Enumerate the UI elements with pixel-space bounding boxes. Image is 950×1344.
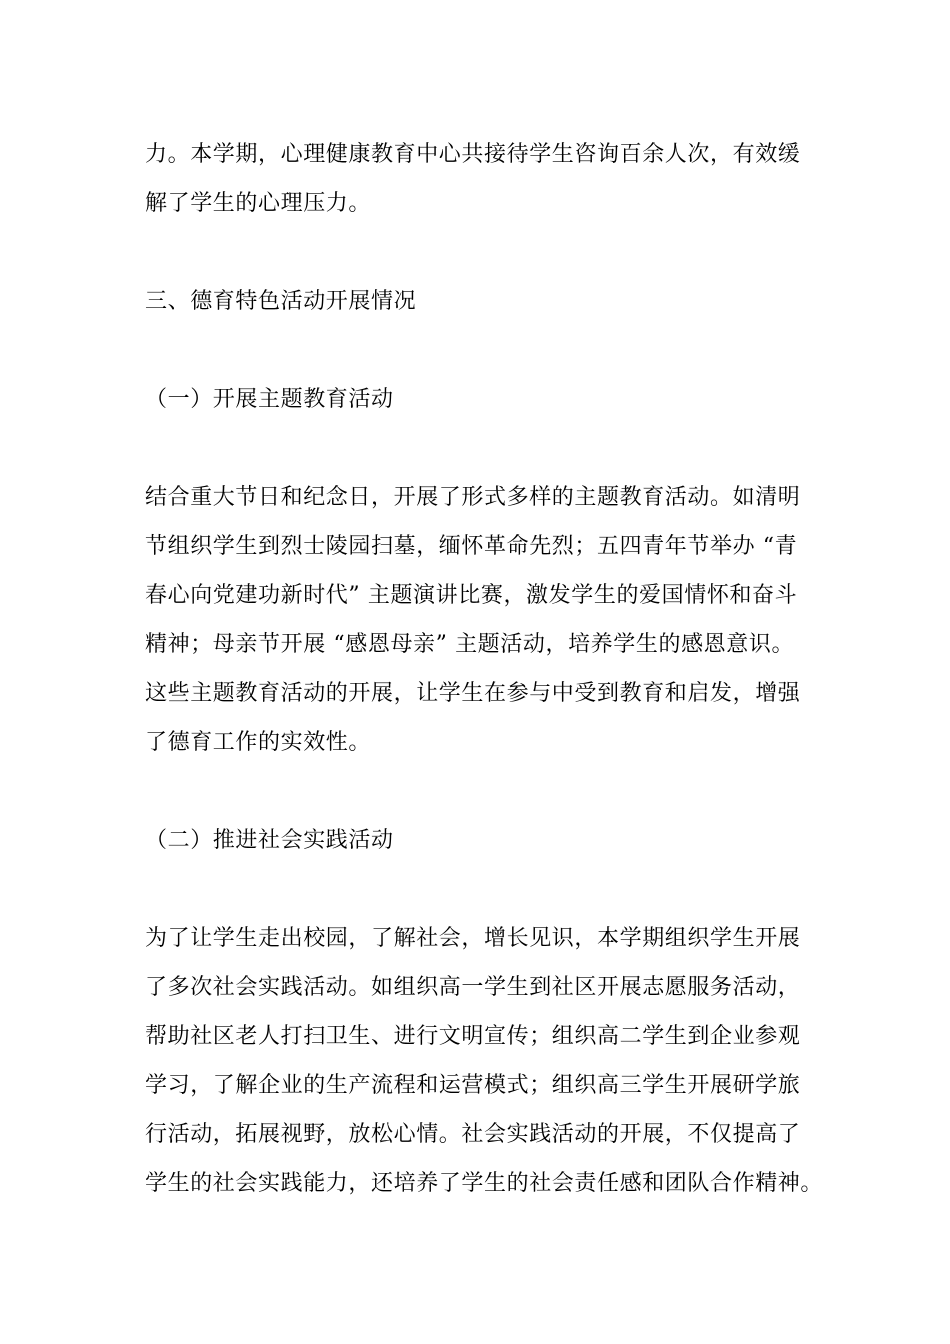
paragraph-social-practice bbox=[145, 914, 825, 1208]
document-page bbox=[145, 130, 825, 1208]
paragraph-line: 结合重大节日和纪念日，开展了形式多样的主题教育活动。如清明 bbox=[145, 485, 801, 510]
paragraph-line: 了德育工作的实效性。 bbox=[145, 730, 372, 755]
spacer bbox=[145, 865, 825, 914]
paragraph-line: 行活动，拓展视野，放松心情。社会实践活动的开展，不仅提高了 bbox=[145, 1122, 801, 1147]
subsection-heading-social-practice: （二）推进社会实践活动 bbox=[145, 828, 394, 853]
section-heading: 三、德育特色活动开展情况 bbox=[145, 289, 417, 314]
spacer bbox=[145, 228, 825, 277]
paragraph-line: 了多次社会实践活动。如组织高一学生到社区开展志愿服务活动， bbox=[145, 975, 801, 1000]
paragraph-counseling bbox=[145, 130, 825, 228]
paragraph-line: 春心向党建功新时代” 主题演讲比赛，激发学生的爱国情怀和奋斗 bbox=[145, 583, 798, 608]
paragraph-line: 为了让学生走出校园，了解社会，增长见识，本学期组织学生开展 bbox=[145, 926, 801, 951]
spacer bbox=[145, 767, 825, 816]
paragraph-line: 精神；母亲节开展 “感恩母亲” 主题活动，培养学生的感恩意识。 bbox=[145, 632, 795, 657]
spacer bbox=[145, 326, 825, 375]
paragraph-line: 力。本学期，心理健康教育中心共接待学生咨询百余人次，有效缓 bbox=[145, 142, 801, 167]
spacer bbox=[145, 424, 825, 473]
paragraph-line: 帮助社区老人打扫卫生、进行文明宣传；组织高二学生到企业参观 bbox=[145, 1024, 801, 1049]
subsection-heading-theme-education: （一）开展主题教育活动 bbox=[145, 387, 394, 412]
paragraph-line: 这些主题教育活动的开展，让学生在参与中受到教育和启发，增强 bbox=[145, 681, 801, 706]
paragraph-line: 学习，了解企业的生产流程和运营模式；组织高三学生开展研学旅 bbox=[145, 1073, 801, 1098]
paragraph-theme-education bbox=[145, 473, 825, 767]
paragraph-line: 节组织学生到烈士陵园扫墓，缅怀革命先烈；五四青年节举办 “青 bbox=[145, 534, 798, 559]
paragraph-line: 解了学生的心理压力。 bbox=[145, 191, 372, 216]
paragraph-line: 学生的社会实践能力，还培养了学生的社会责任感和团队合作精神。 bbox=[145, 1171, 824, 1196]
